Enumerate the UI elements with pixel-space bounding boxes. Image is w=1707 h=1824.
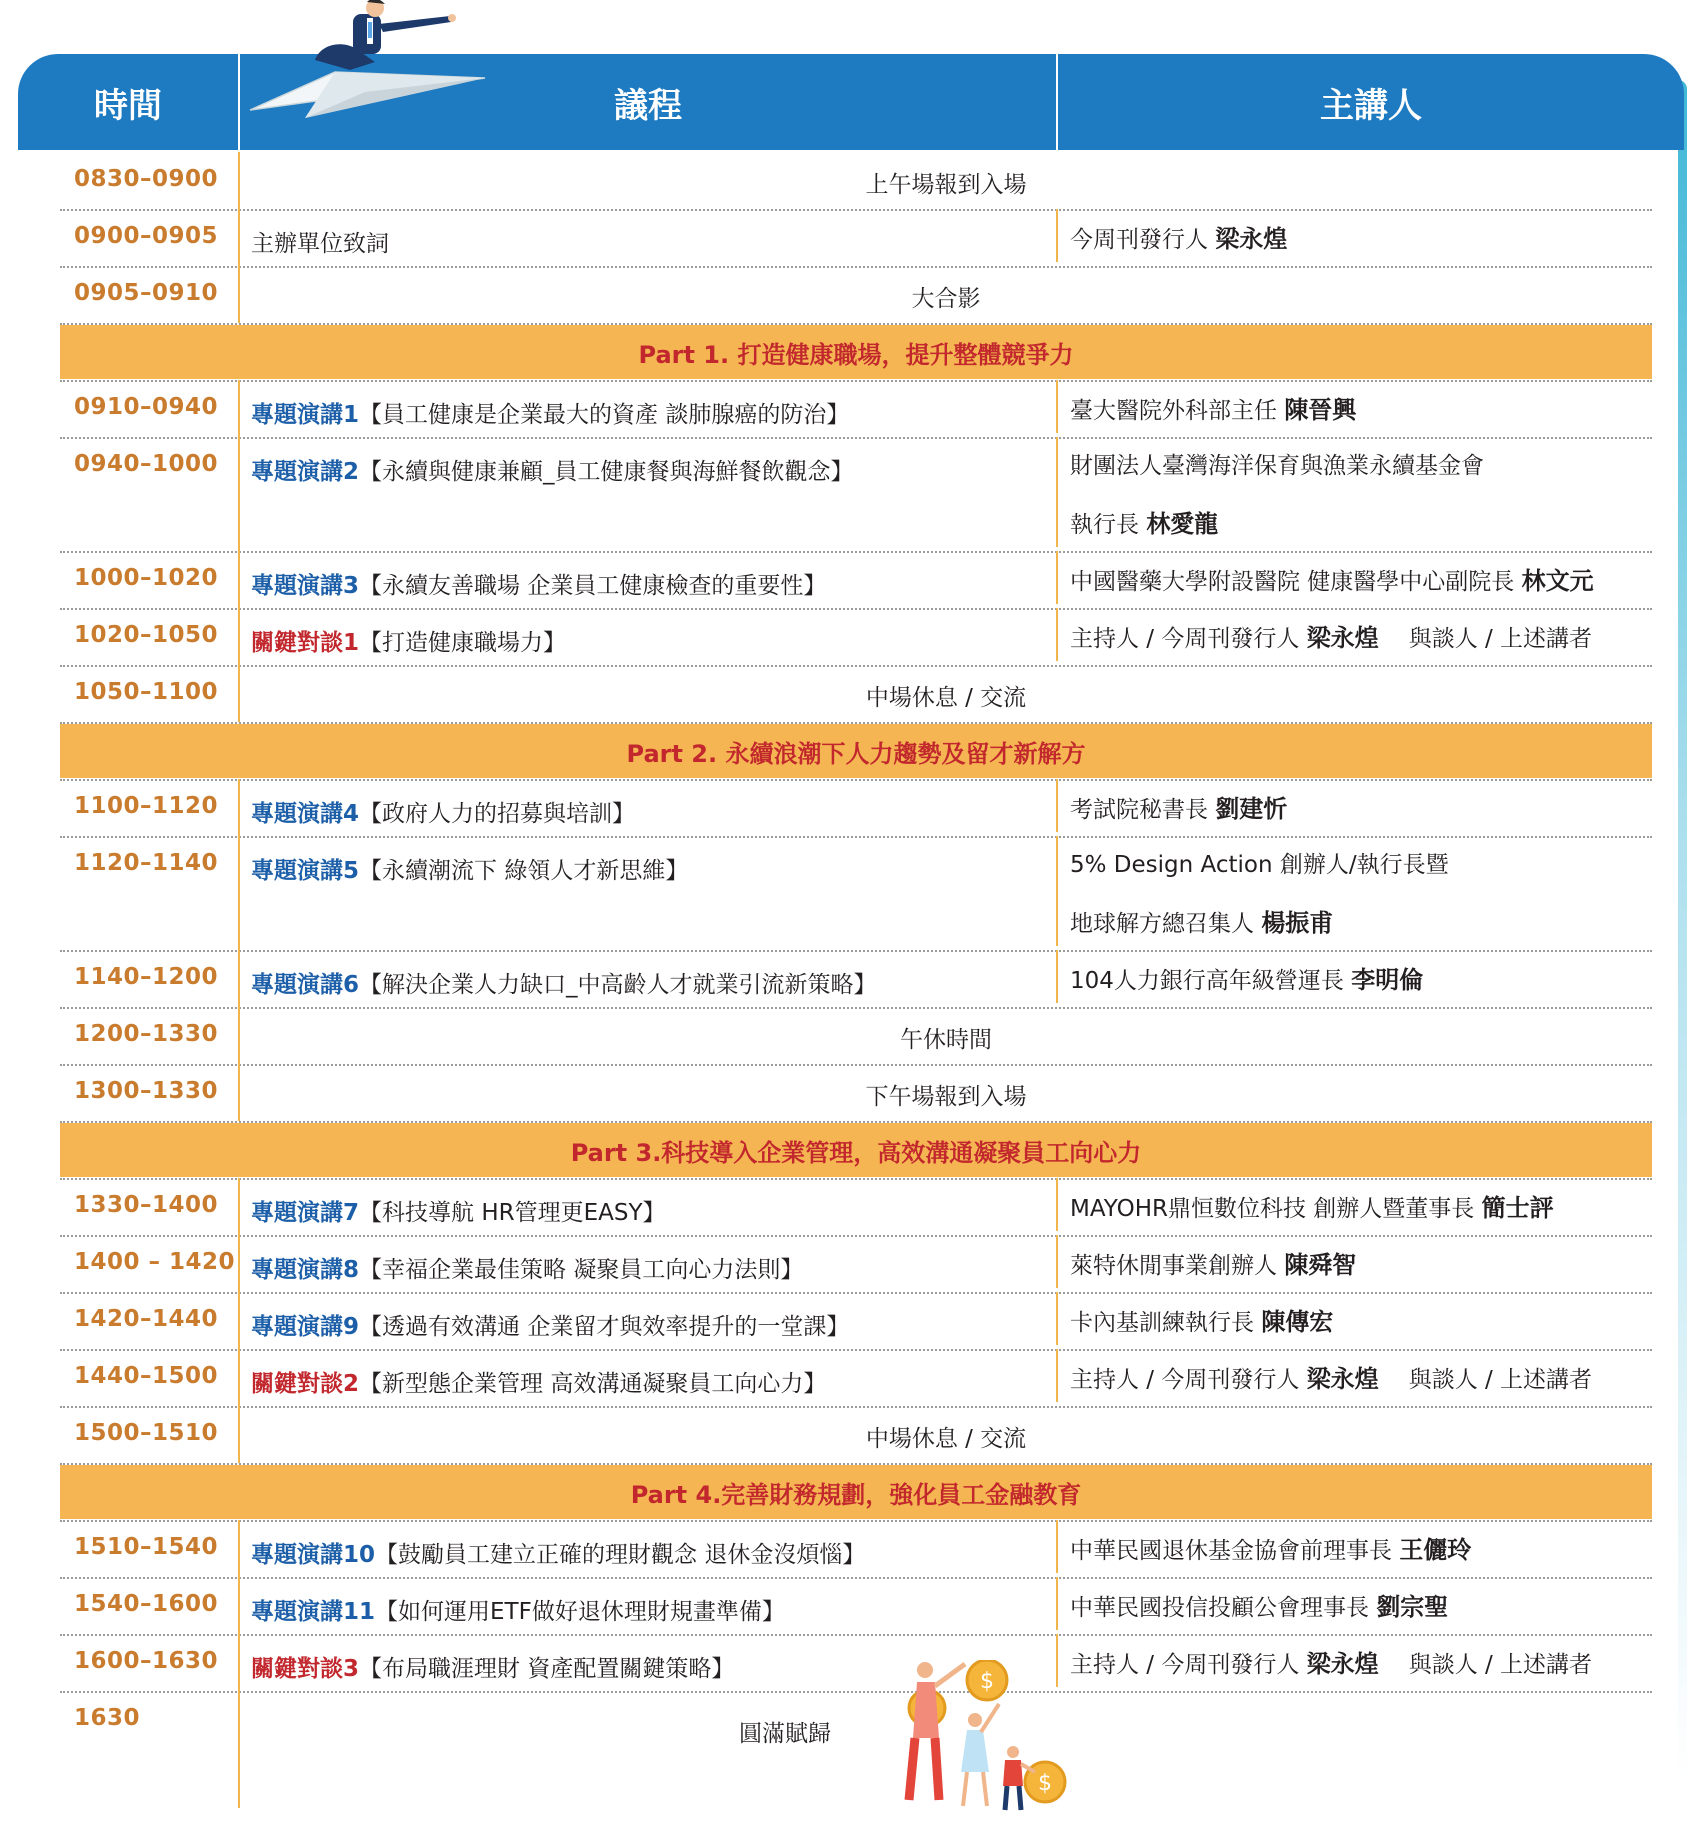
speaker-name: 王儷玲 xyxy=(1399,1536,1472,1564)
row-separator xyxy=(60,608,1652,610)
speaker-column-divider xyxy=(1056,437,1058,547)
time-column-divider xyxy=(238,380,240,437)
time-slot: 1600–1630 xyxy=(74,1648,219,1674)
agenda-title: 【打造健康職場力】 xyxy=(359,630,567,656)
row-separator xyxy=(60,665,1652,667)
keynote-tag: 專題演講6 xyxy=(251,972,360,998)
time-column-divider xyxy=(238,608,240,665)
speaker-title: MAYOHR鼎恒數位科技 創辦人暨董事長 xyxy=(1070,1196,1482,1222)
keynote-tag: 專題演講3 xyxy=(251,573,360,599)
paper-plane-businessman-illustration xyxy=(245,0,495,122)
agenda-title: 【布局職涯理財 資產配置關鍵策略】 xyxy=(359,1656,735,1682)
speaker xyxy=(1070,561,1594,596)
agenda-item-centered: 下午場報到入場 xyxy=(865,1084,1027,1110)
agenda-title: 【永續與健康兼顧_員工健康餐與海鮮餐飲觀念】 xyxy=(359,459,854,485)
agenda-item xyxy=(251,1536,865,1569)
svg-text:$: $ xyxy=(980,1669,994,1694)
speaker-title: 中國醫藥大學附設醫院 健康醫學中心副院長 xyxy=(1070,569,1522,595)
panel-tag: 關鍵對談3 xyxy=(251,1656,360,1682)
speaker-title: 中華民國投信投顧公會理事長 xyxy=(1070,1595,1377,1621)
row-separator xyxy=(60,1691,1652,1693)
agenda-item xyxy=(251,1194,666,1227)
time-column-divider xyxy=(238,1292,240,1349)
speaker-name: 李明倫 xyxy=(1351,966,1424,994)
speaker-title: 今周刊發行人 xyxy=(1070,227,1216,253)
time-slot: 1540–1600 xyxy=(74,1591,219,1617)
speaker-name: 林文元 xyxy=(1521,567,1594,595)
time-slot: 1000–1020 xyxy=(74,565,219,591)
time-column-divider xyxy=(238,1520,240,1577)
speaker xyxy=(1070,846,1449,879)
time-column-divider xyxy=(238,1178,240,1235)
panel-participants: 與談人 / 上述講者 xyxy=(1408,1652,1593,1678)
row-separator xyxy=(60,1520,1652,1522)
speaker xyxy=(1070,1188,1554,1223)
speaker-title: 地球解方總召集人 xyxy=(1070,911,1262,937)
time-slot: 1500–1510 xyxy=(74,1420,219,1446)
time-slot: 1330–1400 xyxy=(74,1192,219,1218)
speaker-name: 陳晉興 xyxy=(1284,396,1357,424)
speaker-name: 梁永煌 xyxy=(1306,1650,1379,1678)
time-slot: 1050–1100 xyxy=(74,679,219,705)
header-time: 時間 xyxy=(94,85,162,126)
speaker-name: 劉建忻 xyxy=(1215,795,1288,823)
agenda-item-centered: 午休時間 xyxy=(900,1027,992,1053)
agenda-title: 【政府人力的招募與培訓】 xyxy=(359,801,636,827)
time-slot: 1300–1330 xyxy=(74,1078,219,1104)
panel-tag: 關鍵對談2 xyxy=(251,1371,360,1397)
time-column-divider xyxy=(238,209,240,266)
agenda-title: 【透過有效溝通 企業留才與效率提升的一堂課】 xyxy=(359,1314,850,1340)
time-column-divider xyxy=(238,779,240,836)
speaker-line-2 xyxy=(1070,504,1218,539)
part-heading: Part 2. 永續浪潮下人力趨勢及留才新解方 xyxy=(60,724,1652,778)
agenda-item-centered: 中場休息 / 交流 xyxy=(865,1426,1027,1452)
speaker-name: 陳舜智 xyxy=(1284,1251,1357,1279)
speaker-name: 劉宗聖 xyxy=(1376,1593,1449,1621)
time-slot: 1630 xyxy=(74,1705,141,1731)
time-slot: 1400 – 1420 xyxy=(74,1249,236,1275)
keynote-tag: 專題演講11 xyxy=(251,1599,376,1625)
time-slot: 0830–0900 xyxy=(74,166,219,192)
speaker-column-divider xyxy=(1056,950,1058,1003)
row-separator xyxy=(60,380,1652,382)
speaker-column-divider xyxy=(1056,1520,1058,1573)
time-column-divider xyxy=(238,551,240,608)
speaker-title: 主持人 / 今周刊發行人 xyxy=(1070,1367,1307,1393)
speaker-column-divider xyxy=(1056,1349,1058,1402)
agenda-item xyxy=(251,966,877,999)
panel-participants: 與談人 / 上述講者 xyxy=(1408,626,1593,652)
keynote-tag: 專題演講4 xyxy=(251,801,360,827)
keynote-tag: 專題演講1 xyxy=(251,402,360,428)
time-slot: 1200–1330 xyxy=(74,1021,219,1047)
part-heading: Part 4.完善財務規劃，強化員工金融教育 xyxy=(60,1465,1652,1519)
agenda-title: 【解決企業人力缺口_中高齡人才就業引流新策略】 xyxy=(359,972,877,998)
time-column-divider xyxy=(238,1349,240,1406)
keynote-tag: 專題演講5 xyxy=(251,858,360,884)
speaker xyxy=(1070,1359,1592,1394)
row-separator xyxy=(60,1007,1652,1009)
header-edge-shadow xyxy=(1678,80,1687,1780)
speaker-column-divider xyxy=(1056,1178,1058,1231)
speaker-column-divider xyxy=(1056,1235,1058,1288)
speaker-column-divider xyxy=(1056,209,1058,262)
row-separator xyxy=(60,437,1652,439)
keynote-tag: 專題演講2 xyxy=(251,459,360,485)
speaker-name: 林愛龍 xyxy=(1146,510,1219,538)
row-separator xyxy=(60,836,1652,838)
time-slot: 1140–1200 xyxy=(74,964,219,990)
row-separator xyxy=(60,1634,1652,1636)
panel-tag: 關鍵對談1 xyxy=(251,630,360,656)
row-separator xyxy=(60,1235,1652,1237)
row-separator xyxy=(60,551,1652,553)
time-column-divider xyxy=(238,437,240,551)
agenda-title: 【如何運用ETF做好退休理財規畫準備】 xyxy=(375,1599,785,1625)
time-slot: 1420–1440 xyxy=(74,1306,219,1332)
agenda-title: 【幸福企業最佳策略 凝聚員工向心力法則】 xyxy=(359,1257,804,1283)
speaker xyxy=(1070,618,1592,653)
agenda-title: 【員工健康是企業最大的資產 談肺腺癌的防治】 xyxy=(359,402,850,428)
speaker-column-divider xyxy=(1056,779,1058,832)
time-slot: 0900–0905 xyxy=(74,223,219,249)
speaker-line-2 xyxy=(1070,903,1333,938)
speaker-name: 梁永煌 xyxy=(1306,1365,1379,1393)
part-heading: Part 1. 打造健康職場，提升整體競爭力 xyxy=(60,325,1652,379)
row-separator xyxy=(60,1292,1652,1294)
time-slot: 0905–0910 xyxy=(74,280,219,306)
time-column-divider xyxy=(238,1577,240,1634)
speaker-title: 萊特休閒事業創辦人 xyxy=(1070,1253,1285,1279)
time-slot: 1100–1120 xyxy=(74,793,219,819)
time-column-divider xyxy=(238,836,240,950)
family-coins-illustration xyxy=(895,1660,1075,1820)
agenda-title: 【科技導航 HR管理更EASY】 xyxy=(359,1200,666,1226)
agenda-item xyxy=(251,624,566,657)
agenda-item xyxy=(251,795,635,828)
speaker-name: 梁永煌 xyxy=(1306,624,1379,652)
speaker-column-divider xyxy=(1056,1292,1058,1345)
agenda-item xyxy=(251,852,688,885)
speaker-name: 簡士評 xyxy=(1481,1194,1554,1222)
svg-text:$: $ xyxy=(1038,1771,1052,1796)
speaker xyxy=(1070,1587,1448,1622)
speaker-title: 主持人 / 今周刊發行人 xyxy=(1070,1652,1307,1678)
speaker-title: 主持人 / 今周刊發行人 xyxy=(1070,626,1307,652)
row-separator xyxy=(60,1178,1652,1180)
agenda-item-centered: 大合影 xyxy=(911,286,981,312)
agenda-item-centered: 上午場報到入場 xyxy=(865,172,1027,198)
speaker-title: 執行長 xyxy=(1070,512,1147,538)
keynote-tag: 專題演講10 xyxy=(251,1542,376,1568)
header-speaker: 主講人 xyxy=(1320,85,1422,126)
header-agenda: 議程 xyxy=(614,85,682,126)
keynote-tag: 專題演講9 xyxy=(251,1314,360,1340)
speaker-title: 財團法人臺灣海洋保育與漁業永續基金會 xyxy=(1070,453,1484,479)
time-column-divider xyxy=(238,1634,240,1691)
speaker-title: 5% Design Action 創辦人/執行長暨 xyxy=(1070,852,1449,878)
time-column-divider xyxy=(238,950,240,1007)
speaker-name: 楊振甫 xyxy=(1261,909,1334,937)
time-column-divider xyxy=(238,1748,240,1808)
keynote-tag: 專題演講8 xyxy=(251,1257,360,1283)
speaker xyxy=(1070,789,1287,824)
speaker-column-divider xyxy=(1056,1577,1058,1630)
agenda-title: 【永續友善職場 企業員工健康檢查的重要性】 xyxy=(359,573,827,599)
agenda-title: 主辦單位致詞 xyxy=(251,231,389,257)
speaker xyxy=(1070,1644,1592,1679)
keynote-tag: 專題演講7 xyxy=(251,1200,360,1226)
time-slot: 0910–0940 xyxy=(74,394,219,420)
time-slot: 1020–1050 xyxy=(74,622,219,648)
time-slot: 1510–1540 xyxy=(74,1534,219,1560)
row-separator xyxy=(60,1406,1652,1408)
speaker xyxy=(1070,960,1423,995)
speaker-column-divider xyxy=(1056,551,1058,604)
agenda-item xyxy=(251,1365,826,1398)
speaker xyxy=(1070,1245,1356,1280)
speaker-title: 中華民國退休基金協會前理事長 xyxy=(1070,1538,1400,1564)
speaker xyxy=(1070,1302,1333,1337)
agenda-title: 【鼓勵員工建立正確的理財觀念 退休金沒煩惱】 xyxy=(375,1542,866,1568)
speaker-title: 卡內基訓練執行長 xyxy=(1070,1310,1262,1336)
agenda-title: 【新型態企業管理 高效溝通凝聚員工向心力】 xyxy=(359,1371,827,1397)
agenda-item xyxy=(251,567,826,600)
agenda-item xyxy=(251,453,854,486)
speaker xyxy=(1070,1530,1471,1565)
speaker-name: 梁永煌 xyxy=(1215,225,1288,253)
speaker-title: 臺大醫院外科部主任 xyxy=(1070,398,1285,424)
time-slot: 1440–1500 xyxy=(74,1363,219,1389)
agenda-item xyxy=(251,1593,785,1626)
row-separator xyxy=(60,1349,1652,1351)
agenda-item xyxy=(251,1650,734,1683)
row-separator xyxy=(60,1577,1652,1579)
speaker xyxy=(1070,447,1484,480)
agenda-item-centered: 中場休息 / 交流 xyxy=(865,685,1027,711)
panel-participants: 與談人 / 上述講者 xyxy=(1408,1367,1593,1393)
speaker-title: 104人力銀行高年級營運長 xyxy=(1070,968,1352,994)
speaker xyxy=(1070,219,1287,254)
row-separator xyxy=(60,779,1652,781)
time-column-divider xyxy=(238,1235,240,1292)
time-slot: 1120–1140 xyxy=(74,850,219,876)
agenda-item xyxy=(251,225,389,258)
agenda-title: 【永續潮流下 綠領人才新思維】 xyxy=(359,858,689,884)
speaker-column-divider xyxy=(1056,836,1058,946)
row-separator xyxy=(60,209,1652,211)
agenda-item-centered: 圓滿賦歸 xyxy=(739,1721,831,1747)
speaker-column-divider xyxy=(1056,608,1058,661)
row-separator xyxy=(60,266,1652,268)
part-heading: Part 3.科技導入企業管理，高效溝通凝聚員工向心力 xyxy=(60,1123,1652,1177)
speaker-column-divider xyxy=(1056,380,1058,433)
speaker-name: 陳傳宏 xyxy=(1261,1308,1334,1336)
row-separator xyxy=(60,950,1652,952)
time-slot: 0940–1000 xyxy=(74,451,219,477)
agenda-item xyxy=(251,1251,803,1284)
row-separator xyxy=(60,1064,1652,1066)
speaker-title: 考試院秘書長 xyxy=(1070,797,1216,823)
agenda-item xyxy=(251,1308,849,1341)
agenda-item xyxy=(251,396,849,429)
speaker xyxy=(1070,390,1356,425)
